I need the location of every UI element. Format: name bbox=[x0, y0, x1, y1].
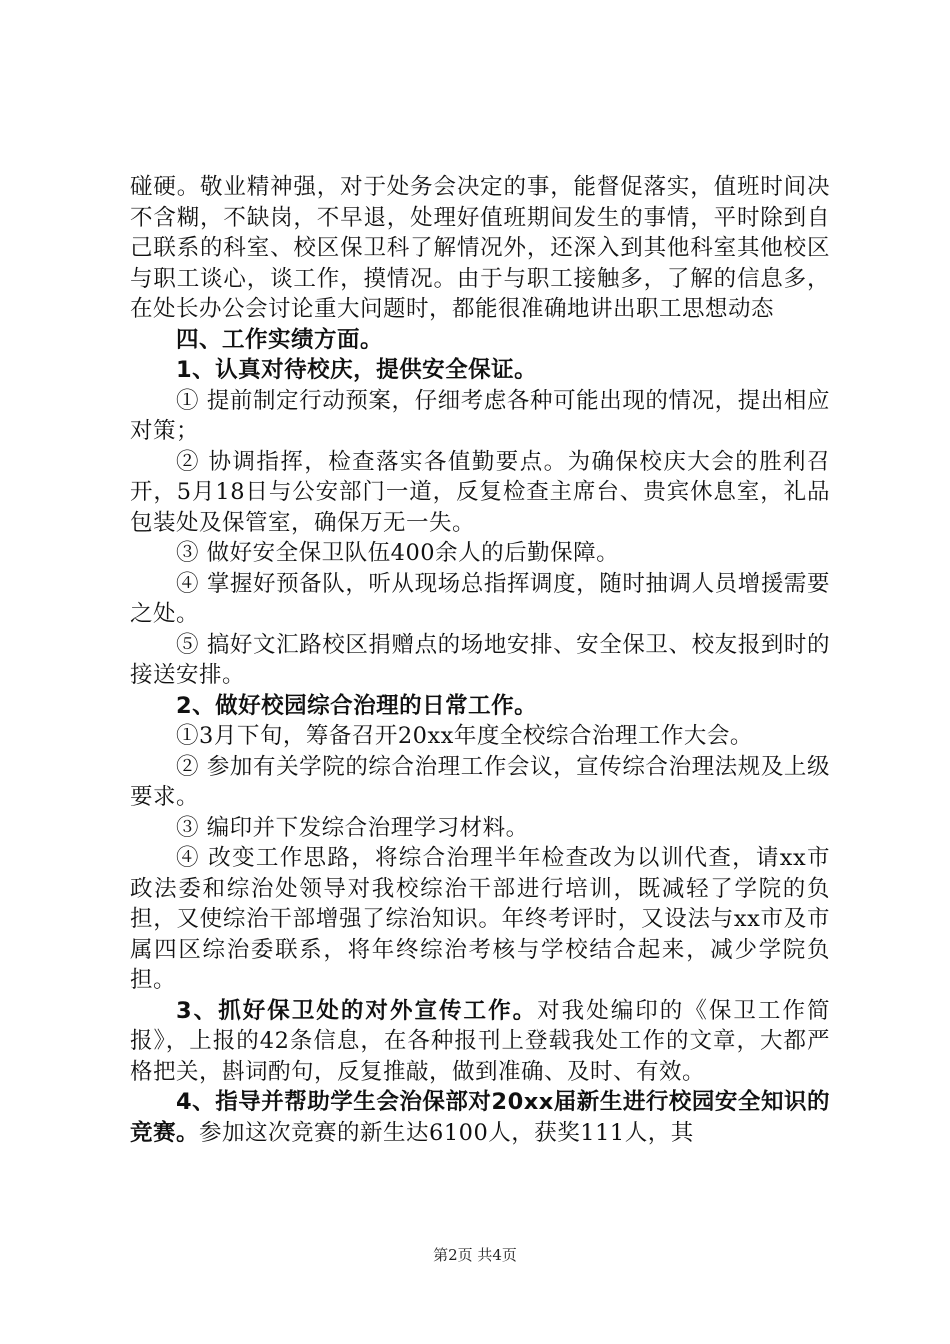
paragraph-competition-heading: 4、指导并帮助学生会治保部对20xx届新生进行校园安全知识的竞赛。 bbox=[130, 1089, 830, 1146]
section-heading-achievements: 四、工作实绩方面。 bbox=[176, 326, 384, 353]
subsection-heading-governance: 2、做好校园综合治理的日常工作。 bbox=[176, 692, 538, 719]
list-item-governance-4: ④ 改变工作思路，将综合治理半年检查改为以训代查，请xx市政法委和综治处领导对我校综治干部进行培训，既减轻了学院的负担，又使综治干部增强了综治知识。年终考评时，又设法与xx市及市属四区综治委联系，将年终综治考核与学校结合起来，减少学院负担。 bbox=[130, 845, 830, 993]
paragraph-competition bbox=[130, 1087, 830, 1148]
paragraph-work-attitude: 碰硬。敬业精神强，对于处务会决定的事，能督促落实，值班时间决不含糊，不缺岗，不早退，处理好值班期间发生的事情，平时除到自己联系的科室、校区保卫科了解情况外，还深入到其他科室其他校区与职工谈心，谈工作，摸情况。由于与职工接触多，了解的信息多，在处长办公会讨论重大问题时，都能很准确地讲出职工思想动态 bbox=[130, 174, 830, 322]
paragraph-publicity-heading: 3、抓好保卫处的对外宣传工作。 bbox=[176, 997, 538, 1024]
list-item-anniversary-1: ① 提前制定行动预案，仔细考虑各种可能出现的情况，提出相应对策； bbox=[130, 387, 830, 444]
subsection-heading-anniversary: 1、认真对待校庆，提供安全保证。 bbox=[176, 357, 538, 383]
list-item-governance-3: ③ 编印并下发综合治理学习材料。 bbox=[176, 814, 529, 841]
page-footer: 第2页 共4页 bbox=[433, 1246, 517, 1264]
list-item-governance-1: ①3月下旬，筹备召开20xx年度全校综合治理工作大会。 bbox=[176, 723, 753, 749]
list-item-governance-2: ② 参加有关学院的综合治理工作会议，宣传综合治理法规及上级要求。 bbox=[130, 753, 830, 810]
list-item-anniversary-4: ④ 掌握好预备队，听从现场总指挥调度，随时抽调人员增援需要之处。 bbox=[130, 570, 830, 627]
paragraph-publicity-text: 对我处编印的《保卫工作简报》，上报的42条信息，在各种报刊上登载我处工作的文章，大都严格把关，斟词酌句，反复推敲，做到准确、及时、有效。 bbox=[130, 997, 830, 1085]
list-item-anniversary-5: ⑤ 搞好文汇路校区捐赠点的场地安排、安全保卫、校友报到时的接送安排。 bbox=[130, 631, 830, 688]
paragraph-publicity bbox=[130, 996, 830, 1088]
paragraph-competition-text: 参加这次竞赛的新生达6100人，获奖111人，其 bbox=[199, 1119, 694, 1146]
document-body bbox=[130, 172, 830, 1148]
list-item-anniversary-3: ③ 做好安全保卫队伍400余人的后勤保障。 bbox=[176, 540, 620, 566]
list-item-anniversary-2: ② 协调指挥，检查落实各值勤要点。为确保校庆大会的胜利召开，5月18日与公安部门一道，反复检查主席台、贵宾休息室，礼品包装处及保管室，确保万无一失。 bbox=[130, 448, 830, 536]
